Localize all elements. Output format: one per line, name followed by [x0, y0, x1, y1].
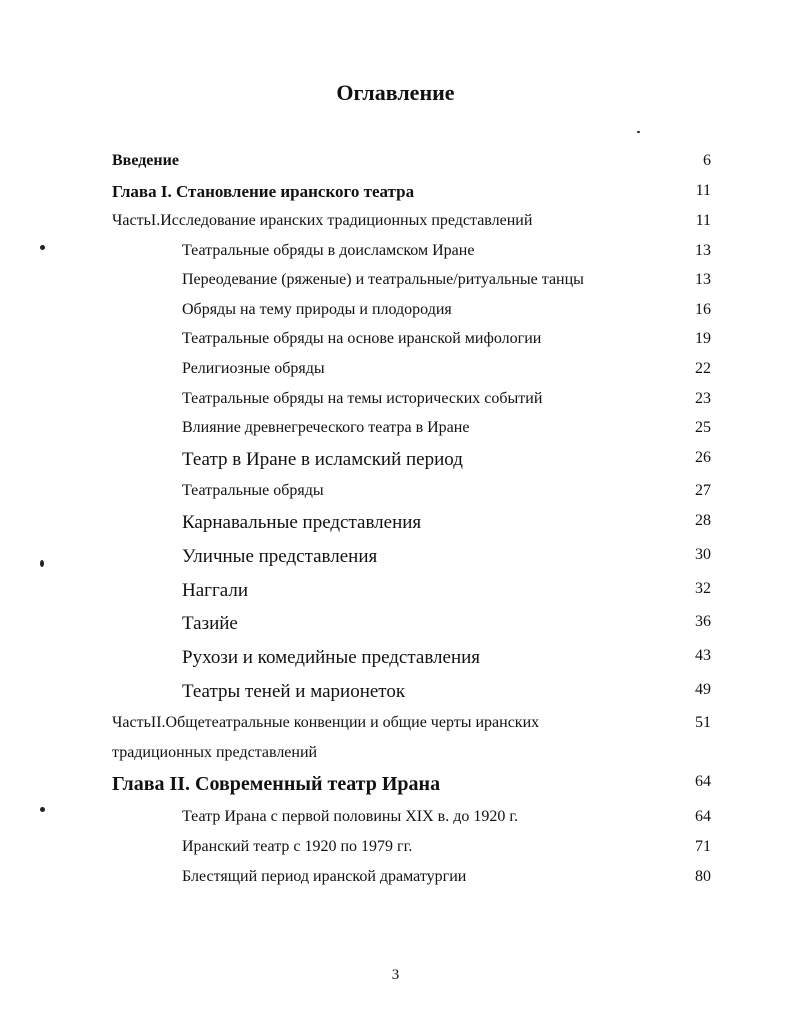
toc-label: Театр Ирана с первой половины XIX в. до 1920 г.: [182, 808, 519, 825]
toc-entry: [0, 242, 791, 268]
toc-label: Тазийе: [182, 613, 238, 634]
toc-entry: [0, 360, 791, 386]
scan-speck: [40, 560, 44, 567]
toc-entry: [0, 330, 791, 356]
toc-label: Театральные обряды в доисламском Иране: [182, 242, 475, 259]
toc-entry: [0, 808, 791, 834]
toc-page-number: 25: [695, 419, 711, 436]
toc-label: Глава II. Современный театр Ирана: [112, 773, 441, 795]
toc-label: Введение: [112, 152, 179, 169]
toc-page-number: 26: [695, 449, 711, 466]
toc-label: Блестящий период иранской драматургии: [182, 868, 467, 885]
toc-label: Иранский театр с 1920 по 1979 гг.: [182, 838, 413, 855]
toc-entry: [0, 512, 791, 538]
toc-label: Театральные обряды на основе иранской мифологии: [182, 330, 542, 347]
scan-speck: [637, 131, 640, 133]
toc-entry: [0, 271, 791, 297]
toc-entry: [0, 681, 791, 707]
toc-entry-part-2: [0, 714, 791, 740]
toc-entry: [0, 868, 791, 894]
toc-entry: [0, 390, 791, 416]
toc-label: традиционных представлений: [112, 744, 318, 761]
toc-label: ЧастьI.Исследование иранских традиционных представлений: [112, 212, 533, 229]
toc-label: Наггали: [182, 580, 248, 601]
scan-speck: [40, 807, 45, 812]
page-title: Оглавление: [336, 80, 455, 105]
toc-entry: [0, 580, 791, 606]
toc-label: Театр в Иране в исламский период: [182, 449, 463, 470]
toc-label: Религиозные обряды: [182, 360, 325, 377]
toc-label: Переодевание (ряженые) и театральные/ритуальные танцы: [182, 271, 584, 288]
toc-entry: [0, 613, 791, 639]
scan-speck: [40, 245, 45, 250]
toc-entry: [0, 449, 791, 475]
toc-label: Влияние древнегреческого театра в Иране: [182, 419, 470, 436]
toc-label: Театральные обряды: [182, 482, 324, 499]
toc-entry: [0, 301, 791, 327]
toc-page-number: 30: [695, 546, 711, 563]
toc-entry: [0, 647, 791, 673]
page-number: 3: [391, 967, 400, 983]
toc-label: ЧастьII.Общетеатральные конвенции и общие черты иранских: [112, 714, 540, 731]
toc-page-number: 64: [695, 773, 711, 790]
toc-entry: [0, 546, 791, 572]
toc-page-number: 80: [695, 868, 711, 885]
toc-page-number: 27: [695, 482, 711, 499]
toc-page-number: 36: [695, 613, 711, 630]
toc-page-number: 28: [695, 512, 711, 529]
toc-label: Уличные представления: [182, 546, 378, 567]
toc-page-number: 11: [695, 212, 711, 229]
toc-page-number: 22: [695, 360, 711, 377]
toc-page-number: 32: [695, 580, 711, 597]
toc-page-number: 23: [695, 390, 711, 407]
toc-entry-chapter-2: [0, 773, 791, 799]
toc-page-number: 51: [695, 714, 711, 731]
toc-page-number: 71: [695, 838, 711, 855]
toc-label: Театральные обряды на темы исторических событий: [182, 390, 543, 407]
toc-entry: [0, 838, 791, 864]
toc-label: Глава I. Становление иранского театра: [112, 182, 415, 201]
toc-entry: [0, 419, 791, 445]
toc-page-number: 13: [695, 242, 711, 259]
toc-page-number: 6: [703, 152, 711, 169]
toc-page-number: 16: [695, 301, 711, 318]
toc-page-number: 64: [695, 808, 711, 825]
toc-entry-part-2-continued: [0, 744, 791, 770]
toc-label: Карнавальные представления: [182, 512, 422, 533]
toc-page-number: 13: [695, 271, 711, 288]
toc-entry-chapter-1: [0, 182, 791, 208]
toc-entry-part-1: [0, 212, 791, 238]
toc-label: Рухози и комедийные представления: [182, 647, 481, 668]
toc-page-number: 49: [695, 681, 711, 698]
toc-label: Обряды на тему природы и плодородия: [182, 301, 452, 318]
toc-entry-introduction: [0, 152, 791, 178]
toc-page-number: 43: [695, 647, 711, 664]
toc-page-number: 11: [695, 182, 711, 199]
toc-label: Театры теней и марионеток: [182, 681, 406, 702]
toc-entry: [0, 482, 791, 508]
toc-page-number: 19: [695, 330, 711, 347]
